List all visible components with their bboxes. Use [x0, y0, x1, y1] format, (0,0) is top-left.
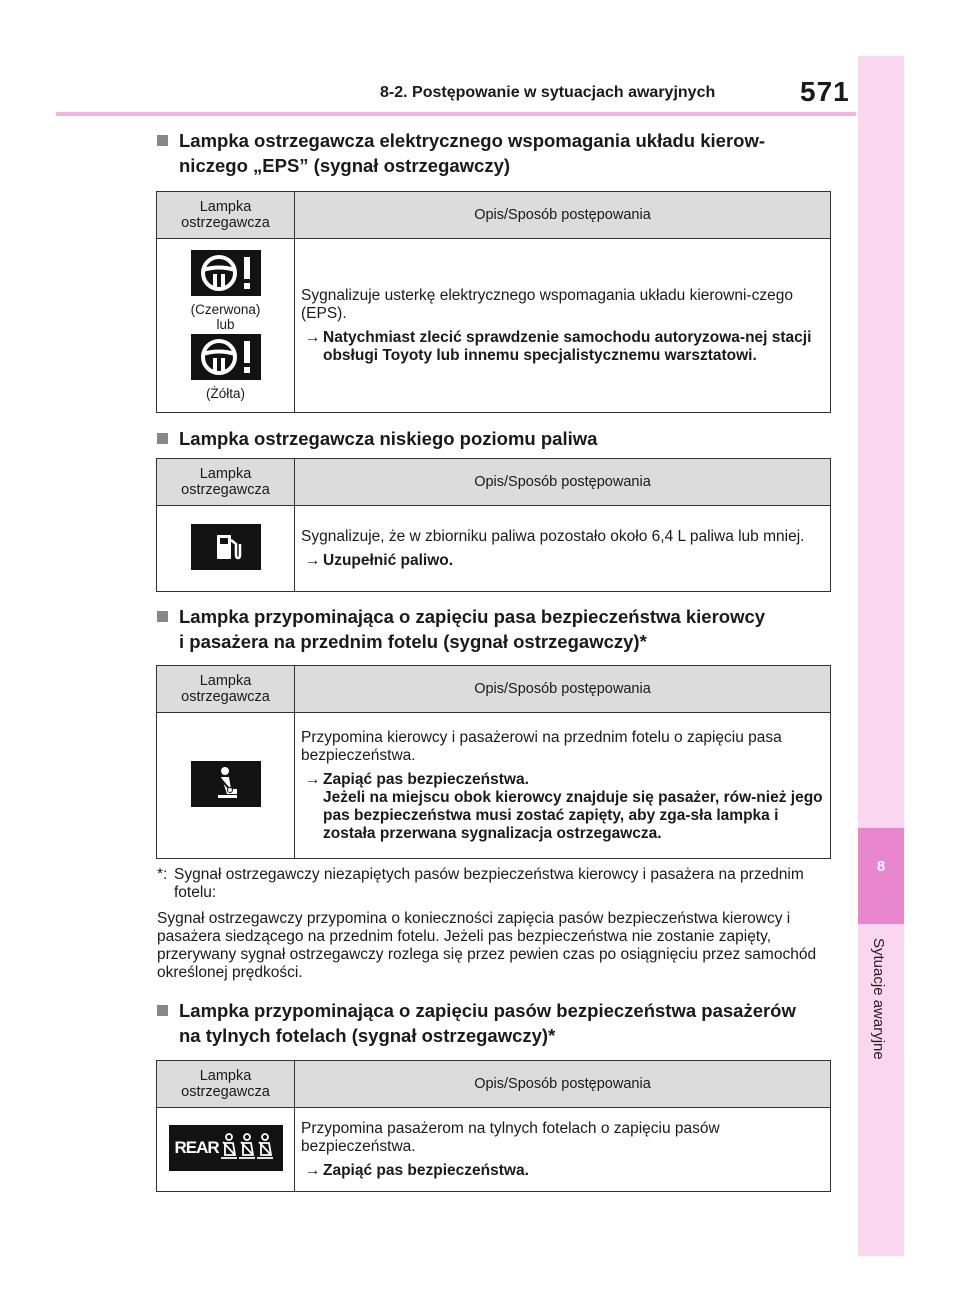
section-title-eps: Lampka ostrzegawcza elektrycznego wspomagania układu kierow- niczego „EPS” (sygnał ostrzegawczy)	[157, 128, 837, 178]
arrow-icon: →	[305, 1161, 321, 1179]
header-rule	[56, 112, 856, 116]
chapter-label: Sytuacje awaryjne	[870, 938, 887, 1060]
chapter-number: 8	[876, 858, 886, 875]
arrow-icon: →	[305, 551, 321, 569]
fuel-description: Sygnalizuje, że w zbiorniku paliwa pozostało około 6,4 L paliwa lub mniej.	[301, 527, 805, 545]
header-section-title: 8-2. Postępowanie w sytuacjach awaryjnych	[380, 84, 716, 101]
col-header-description: Opis/Sposób postępowania	[295, 666, 831, 713]
side-tab	[858, 56, 904, 1256]
eps-warning-table	[156, 191, 831, 413]
fuel-icon-cell	[157, 506, 295, 592]
arrow-icon: →	[305, 328, 321, 346]
col-header-lamp: Lampka ostrzegawcza	[157, 192, 295, 239]
front-seatbelt-description-cell	[295, 713, 831, 859]
seatbelt-paragraph: Sygnał ostrzegawczy przypomina o konieczności zapięcia pasów bezpieczeństwa kierowcy i pasażera siedzącego na przednim fotelu. Jeżeli pas bezpieczeństwa nie zostanie zapięty, przerywany sygnał ostrzegawczy rozlega się przez pewien czas po osiągnięciu przez samochód określonej prędkości.	[157, 910, 817, 981]
section-title-front-seatbelt: Lampka przypominająca o zapięciu pasa bezpieczeństwa kierowcy i pasażera na przednim fotelu (sygnał ostrzegawczy)*	[157, 604, 837, 654]
footnote-text: Sygnał ostrzegawczy niezapiętych pasów bezpieczeństwa kierowcy i pasażera na przednim fotelu:	[174, 866, 804, 901]
rear-seatbelt-description: Przypomina pasażerom na tylnych fotelach o zapięciu pasów bezpieczeństwa.	[301, 1119, 720, 1155]
fuel-warning-table	[156, 458, 831, 592]
steering-warning-icon	[191, 250, 261, 296]
seatbelt-icon	[191, 761, 261, 807]
eps-description: Sygnalizuje usterkę elektrycznego wspomagania układu kierowni-czego (EPS).	[301, 286, 793, 322]
col-header-description: Opis/Sposób postępowania	[295, 459, 831, 506]
col-header-lamp: Lampka ostrzegawcza	[157, 459, 295, 506]
front-seatbelt-action: → Zapiąć pas bezpieczeństwa. Jeżeli na miejscu obok kierowcy znajduje się pasażer, rów-nież jego pas bezpieczeństwa musi zostać zapięty, aby zga-sła lampka i została przerwana sygnalizacja ostrzegawcza.	[305, 770, 823, 842]
side-chapter-marker	[858, 828, 904, 924]
eps-action: → Natychmiast zlecić sprawdzenie samochodu autoryzowa-nej stacji obsługi Toyoty lub innemu specjalistycznemu warsztatowi.	[305, 328, 812, 364]
square-bullet-icon	[157, 611, 168, 622]
fuel-description-cell	[295, 506, 831, 592]
square-bullet-icon	[157, 433, 168, 444]
rear-seatbelt-icon: REAR	[169, 1125, 283, 1171]
rear-seatbelt-icon-cell	[157, 1108, 295, 1192]
eps-description-cell	[295, 239, 831, 413]
front-seatbelt-description: Przypomina kierowcy i pasażerowi na przednim fotelu o zapięciu pasa bezpieczeństwa.	[301, 728, 782, 764]
icon-label-red: (Czerwona)	[190, 302, 261, 317]
rear-seatbelt-description-cell	[295, 1108, 831, 1192]
front-seatbelt-warning-table	[156, 665, 831, 859]
arrow-icon: →	[305, 770, 321, 788]
section-title-rear-seatbelt: Lampka przypominająca o zapięciu pasów bezpieczeństwa pasażerów na tylnych fotelach (sygnał ostrzegawczy)*	[157, 998, 837, 1048]
col-header-lamp: Lampka ostrzegawcza	[157, 666, 295, 713]
footnote	[157, 866, 827, 902]
section-title-fuel: Lampka ostrzegawcza niskiego poziomu paliwa	[157, 426, 837, 451]
seatbelt-icon-cell	[157, 713, 295, 859]
fuel-pump-icon	[191, 524, 261, 570]
col-header-description: Opis/Sposób postępowania	[295, 192, 831, 239]
square-bullet-icon	[157, 135, 168, 146]
icon-label-or: lub	[216, 317, 235, 332]
page-number: 571	[800, 76, 850, 107]
rear-seatbelt-warning-table	[156, 1060, 831, 1192]
col-header-description: Opis/Sposób postępowania	[295, 1061, 831, 1108]
eps-icon-cell	[157, 239, 295, 413]
footnote-label: *:	[157, 866, 168, 883]
fuel-action: → Uzupełnić paliwo.	[305, 551, 454, 569]
rear-seatbelt-action: → Zapiąć pas bezpieczeństwa.	[305, 1161, 529, 1179]
square-bullet-icon	[157, 1005, 168, 1016]
steering-warning-icon	[191, 334, 261, 380]
col-header-lamp: Lampka ostrzegawcza	[157, 1061, 295, 1108]
icon-label-yellow: (Żółta)	[205, 386, 245, 401]
